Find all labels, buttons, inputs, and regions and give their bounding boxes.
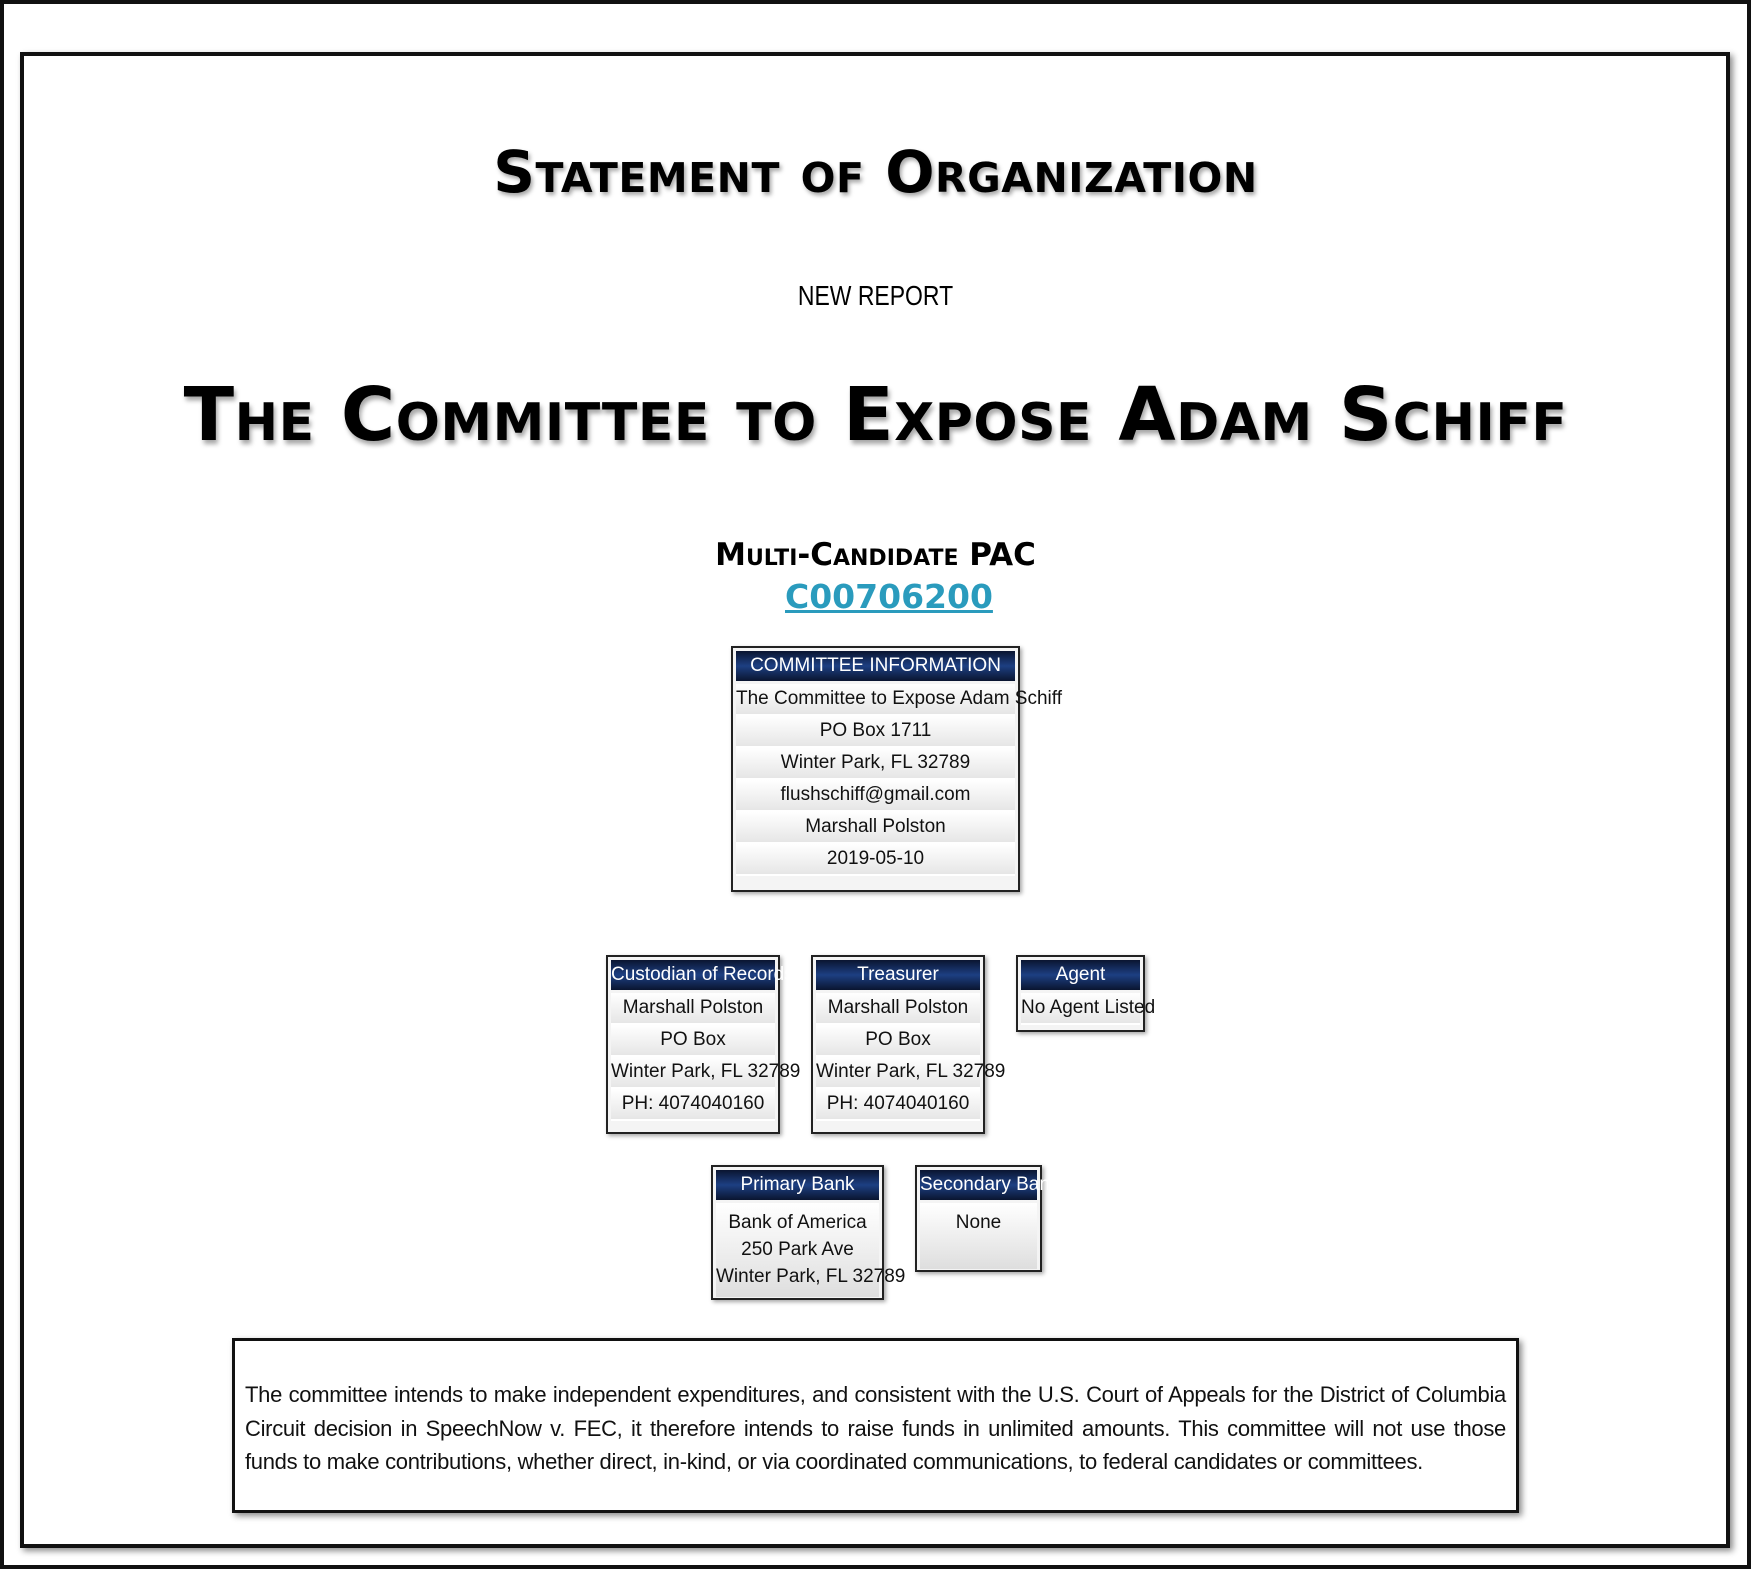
- custodian-phone: PH: 4074040160: [611, 1089, 775, 1121]
- treasurer-name: Marshall Polston: [816, 993, 980, 1025]
- primary-bank-box: [711, 1165, 906, 1300]
- secondary-bank-value: None: [955, 1212, 1002, 1233]
- committee-id-link[interactable]: C00706200: [785, 577, 993, 616]
- committee-info-name: The Committee to Expose Adam Schiff: [736, 684, 1015, 716]
- committee-info-email: flushschiff@gmail.com: [736, 780, 1015, 812]
- report-type: NEW REPORT: [797, 280, 954, 311]
- primary-bank-header: Primary Bank: [716, 1170, 879, 1200]
- custodian-name: Marshall Polston: [611, 993, 775, 1025]
- treasurer-address: PO Box: [816, 1025, 980, 1057]
- treasurer-header: Treasurer: [816, 960, 980, 990]
- primary-bank-city: Winter Park, FL 32789: [716, 1266, 906, 1287]
- treasurer-box: [811, 955, 1006, 1134]
- committee-info-contact: Marshall Polston: [736, 812, 1015, 844]
- committee-name-title: The Committee to Expose Adam Schiff: [183, 372, 1568, 458]
- form-title: Statement of Organization: [493, 138, 1258, 206]
- agent-header: Agent: [1021, 960, 1140, 990]
- committee-information-box: [731, 646, 1062, 892]
- agent-box: [1016, 955, 1156, 1032]
- custodian-city: Winter Park, FL 32789: [611, 1057, 775, 1089]
- primary-bank-name: Bank of America: [728, 1212, 867, 1233]
- treasurer-city: Winter Park, FL 32789: [816, 1057, 980, 1089]
- agent-value: No Agent Listed: [1021, 993, 1140, 1025]
- committee-type: Multi-Candidate PAC: [715, 537, 1036, 573]
- custodian-of-records-box: [606, 955, 801, 1134]
- committee-info-city: Winter Park, FL 32789: [736, 748, 1015, 780]
- expenditure-statement: The committee intends to make independent expenditures, and consistent with the U.S. Court of Appeals for the District of Columbia Circuit decision in SpeechNow v. FEC, it therefore intends to raise funds in unlimited amounts. This committee will not use those funds to make contributions, whether direct, in-kind, or via coordinated communications, to federal candidates or committees.: [232, 1338, 1519, 1513]
- custodian-header: Custodian of Records: [611, 960, 775, 990]
- committee-information-header: COMMITTEE INFORMATION: [736, 651, 1015, 681]
- primary-bank-address: 250 Park Ave: [741, 1239, 854, 1260]
- committee-info-date: 2019-05-10: [736, 844, 1015, 876]
- custodian-address: PO Box: [611, 1025, 775, 1057]
- secondary-bank-box: [915, 1165, 1060, 1272]
- treasurer-phone: PH: 4074040160: [816, 1089, 980, 1121]
- secondary-bank-header: Secondary Bank: [920, 1170, 1037, 1200]
- secondary-bank-details: [920, 1203, 1037, 1269]
- primary-bank-details: [716, 1203, 906, 1297]
- committee-info-address: PO Box 1711: [736, 716, 1015, 748]
